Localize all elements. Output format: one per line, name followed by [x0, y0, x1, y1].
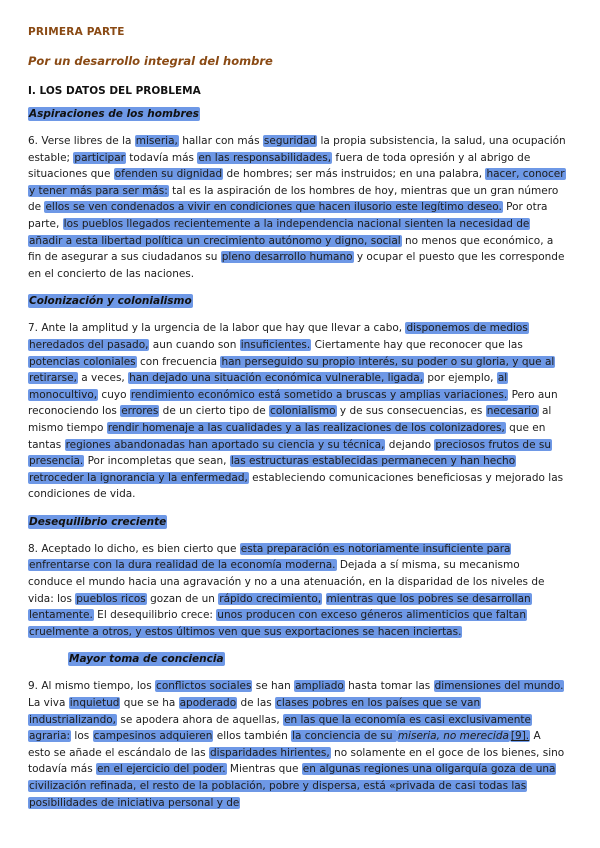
sections-container [28, 108, 566, 811]
highlighted-text: colonialismo [270, 405, 336, 418]
body-text: Pero aun reconociendo los [28, 388, 558, 418]
body-text: ellos también [213, 730, 292, 743]
body-text: los [71, 730, 93, 743]
body-text: Por otra parte, [28, 201, 548, 230]
body-text: gozan de un [146, 592, 219, 605]
body-text: Mientras que [226, 763, 302, 776]
section-heading [28, 108, 566, 120]
highlighted-text: clases pobres en los países que se van industrializando, [29, 697, 481, 726]
highlighted-text: en algunas regiones una oligarquía goza de una civilización refinada, el resto de la población, pobre y dispersa, está «privada de casi todas las posibilidades de iniciativa personal y de [29, 763, 556, 809]
paragraph [28, 541, 566, 641]
highlighted-text: conflictos sociales [156, 680, 252, 693]
highlighted-text: miseria, [135, 135, 178, 147]
body-text: aun cuando son [149, 338, 240, 351]
highlighted-heading-text: Desequilibrio creciente [29, 515, 167, 528]
body-text: La viva [28, 697, 69, 710]
section-heading [68, 653, 566, 665]
section-heading [28, 295, 566, 307]
body-text: no menos que económico, a fin de asegurar a sus ciudadanos su [28, 234, 554, 264]
highlighted-text: disparidades hirientes, [209, 746, 330, 759]
body-text: la propia subsistencia, la salud, una ocupación estable; [28, 135, 566, 164]
body-text: no solamente en el goce de los bienes, sino todavía más [28, 746, 565, 776]
highlighted-text: miseria, no merecida [397, 730, 509, 743]
highlighted-text: rendimiento económico está sometido a bruscas y amplias variaciones. [130, 388, 508, 401]
highlighted-text: rendir homenaje a las cualidades y a las realizaciones de los colonizadores, [107, 421, 505, 434]
highlighted-text: en las que la economía es casi exclusivamente agraria: [29, 713, 531, 743]
body-text: a veces, [77, 372, 129, 385]
section-heading [28, 516, 566, 528]
highlighted-text: ellos se ven condenados a vivir en condiciones que hacen ilusorio este legítimo deseo. [45, 201, 502, 214]
highlighted-text: inquietud [69, 697, 120, 710]
body-text: se han [252, 680, 295, 693]
highlighted-text: ofenden su dignidad [114, 168, 223, 181]
document-subtitle: Por un desarrollo integral del hombre [28, 54, 273, 68]
footnote-link[interactable]: [9]. [510, 730, 530, 743]
body-text: por ejemplo, [424, 372, 497, 385]
body-text: fuera de toda opresión y al abrigo de situaciones que [28, 151, 531, 181]
paragraph [28, 678, 566, 811]
body-text: 8. Aceptado lo dicho, es bien cierto que [28, 542, 240, 555]
body-text: El desequilibrio crece: [93, 609, 217, 622]
body-text: y ocupar el puesto que les corresponde en el concierto de las naciones. [28, 251, 565, 280]
highlighted-text: seguridad [263, 135, 317, 147]
part-title: PRIMERA PARTE [28, 26, 125, 38]
highlighted-text: hacer, conocer y tener más para ser más: [29, 168, 565, 197]
highlighted-text: las estructuras establecidas permanecen y han hecho retroceder la ignorancia y la enfermedad, [29, 455, 516, 484]
highlighted-heading-text: Mayor toma de conciencia [69, 653, 224, 666]
highlighted-text: pueblos ricos [76, 592, 146, 605]
body-text: A esto se añade el escándalo de las [28, 730, 541, 759]
highlighted-text: esta preparación es notoriamente insuficiente para enfrentarse con la dura realidad de la economía moderna. [29, 542, 511, 572]
highlighted-text: regiones abandonadas han aportado su ciencia y su técnica, [65, 438, 385, 451]
body-text: se apodera ahora de aquellas, [117, 713, 284, 726]
body-text: 6. Verse libres de la [28, 135, 135, 147]
body-text: que en tantas [28, 421, 546, 451]
highlighted-text: al monocultivo, [29, 372, 508, 401]
highlighted-text: preciosos frutos de su presencia. [29, 438, 551, 468]
highlighted-heading-text: Colonización y colonialismo [29, 295, 192, 308]
highlighted-text: necesario [486, 405, 538, 418]
highlighted-text: dimensiones del mundo. [434, 680, 564, 693]
body-text: y de sus consecuencias, es [336, 405, 486, 418]
section-title: I. LOS DATOS DEL PROBLEMA [28, 85, 201, 97]
body-text: de hombres; ser más instruidos; en una palabra, [223, 168, 486, 181]
body-text: todavía más [125, 151, 198, 164]
body-text: al mismo tiempo [28, 405, 552, 434]
body-text: 7. Ante la amplitud y la urgencia de la labor que hay que llevar a cabo, [28, 322, 406, 335]
highlighted-text: potencias coloniales [29, 355, 136, 368]
highlighted-text: los pueblos llegados recientemente a la independencia nacional sienten la necesidad de añadir a esta libertad política un crecimiento autónomo y digno, social [29, 217, 530, 247]
highlighted-text: pleno desarrollo humano [221, 251, 353, 264]
highlighted-text: en las responsabilidades, [198, 151, 332, 164]
body-text: de las [237, 697, 276, 710]
highlighted-text: rápido crecimiento, [219, 592, 322, 605]
highlighted-text: errores [121, 405, 159, 418]
body-text: Ciertamente hay que reconocer que las [311, 338, 523, 351]
highlighted-text: disponemos de medios heredados del pasado, [29, 322, 528, 351]
highlighted-text: participar [74, 151, 125, 164]
highlighted-text: han perseguido su propio interés, su poder o su gloria, y que al retirarse, [29, 355, 555, 385]
body-text: 9. Al mismo tiempo, los [28, 680, 156, 693]
highlighted-text: ampliado [295, 680, 344, 693]
highlighted-text: mientras que los pobres se desarrollan lentamente. [29, 592, 531, 622]
paragraph [28, 133, 566, 282]
body-text: hallar con más [178, 135, 263, 147]
body-text: estableciendo comunicaciones beneficiosas y mejorado las condiciones de vida. [28, 471, 564, 501]
body-text: Dejada a sí misma, su mecanismo conduce el mundo hacia una agravación y no a una atenuación, en la disparidad de los niveles de vida: los [28, 559, 545, 605]
body-text: dejando [385, 438, 435, 451]
highlighted-text: han dejado una situación económica vulnerable, ligada, [129, 372, 424, 385]
paragraph [28, 320, 566, 503]
highlighted-heading-text: Aspiraciones de los hombres [29, 108, 199, 120]
body-text: hasta tomar las [344, 680, 434, 693]
body-text: Por incompletas que sean, [84, 455, 230, 468]
body-text: cuyo [98, 388, 130, 401]
highlighted-text: la conciencia de su [292, 730, 396, 743]
body-text: con frecuencia [136, 355, 221, 368]
body-text [322, 593, 325, 605]
body-text: tal es la aspiración de los hombres de hoy, mientras que un gran número de [28, 184, 559, 214]
highlighted-text: insuficientes. [240, 338, 311, 351]
body-text: que se ha [120, 697, 179, 710]
highlighted-text: en el ejercicio del poder. [97, 763, 226, 776]
body-text: de un cierto tipo de [159, 405, 270, 418]
highlighted-text: apoderado [179, 697, 237, 710]
highlighted-text: unos producen con exceso géneros alimenticios que faltan cruelmente a otros, y estos últimos ven que sus exportaciones se hacen inciertas. [29, 609, 527, 638]
highlighted-text: campesinos adquieren [93, 730, 213, 743]
